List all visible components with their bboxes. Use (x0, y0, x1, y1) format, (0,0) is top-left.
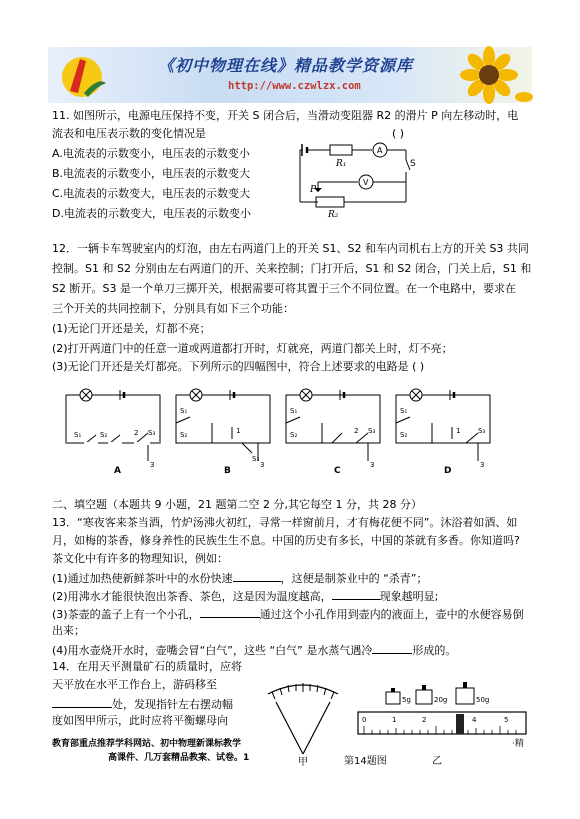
weight-5g-icon (386, 688, 411, 704)
q11-option-c: C.电流表的示数变大，电压表的示数变大 (52, 187, 251, 200)
footer-line1: 教育部重点推荐学科网站、初中物理新课标教学 (52, 739, 242, 749)
q13-line2: 月，如梅的茶香，修身养性的民族生生不息。中国的历史有多长，中国的茶就有多香。你知道吗? (52, 534, 520, 547)
q13-blank4[interactable] (372, 642, 412, 654)
svg-text:5g: 5g (402, 696, 411, 704)
q14-line4: 度如图甲所示，此时应将平衡螺母向 (52, 714, 228, 727)
figure-label-yi: 乙 (432, 756, 442, 767)
q12-circuit-b (172, 387, 282, 477)
q11-option-d: D.电流表的示数变大，电压表的示数变小 (52, 207, 251, 220)
svg-text:S₃: S₃ (252, 455, 260, 463)
figure-caption: 第14题图 (344, 756, 387, 767)
circuit-label-d: D (444, 466, 452, 476)
balance-pointer-scale (258, 672, 348, 768)
banner-title: 《初中物理在线》精品教学资源库 (158, 56, 414, 75)
svg-text:3: 3 (370, 461, 375, 469)
q13-blank3[interactable] (200, 606, 260, 618)
svg-text:S₁: S₁ (74, 431, 82, 439)
q13-line3: 茶文化中有许多的物理知识，例如： (52, 552, 228, 565)
svg-text:4: 4 (472, 716, 477, 724)
q13-item3: (3)茶壶的盖子上有一个小孔， 通过这个小孔作用到壶内的液面上，壶中的水便容易倒 (52, 608, 524, 621)
svg-text:3: 3 (150, 461, 155, 469)
svg-text:20g: 20g (434, 696, 448, 704)
label-r2: R₂ (328, 210, 339, 220)
q12-circuit-a (62, 387, 172, 477)
q12-func2: (2)打开两道门中的任意一道或两道都打开时，灯就亮，两道门都关上时，灯不亮； (52, 342, 453, 355)
figure-label-jia: 甲 (298, 757, 308, 768)
svg-text:2: 2 (134, 429, 139, 437)
weight-20g-icon (416, 685, 447, 704)
svg-text:1: 1 (456, 427, 461, 435)
q13-item4: (4)用水壶烧开水时，壶嘴会冒“白气”，这些 “白气” 是水蒸气遇冷 形成的。 (52, 644, 457, 657)
q12-line3: S2 断开。S3 是一个单刀三掷开关，根据需要可将其置于三个不同位置。在一个电路中，要求在 (52, 282, 516, 295)
q11-stem-line2: 流表和电压表示数的变化情况是 (52, 127, 206, 140)
q11-option-a: A.电流表的示数变小，电压表的示数变小 (52, 147, 250, 160)
q14-line2: 天平放在水平工作台上，游码移至 (52, 678, 217, 691)
q14-line3: 处，发现指针左右摆动幅 (52, 696, 233, 712)
q12-line4: 三个开关的共同控制下，分别具有如下三个功能： (52, 302, 294, 315)
footer-line2: 高课件、几万套精品教案、试卷。1 (108, 753, 250, 763)
svg-text:3: 3 (480, 461, 485, 469)
sunflower-icon (444, 47, 534, 103)
svg-text:S₂: S₂ (100, 431, 108, 439)
svg-text:S₂: S₂ (290, 431, 298, 439)
svg-text:S₁: S₁ (180, 407, 188, 415)
svg-text:S₃: S₃ (368, 427, 376, 435)
label-voltmeter: V (363, 178, 369, 187)
svg-text:2: 2 (422, 716, 427, 724)
svg-text:1: 1 (392, 716, 397, 724)
label-ammeter: A (377, 146, 383, 155)
svg-text:0: 0 (362, 716, 367, 724)
q11-circuit-diagram (288, 140, 418, 220)
q11-answer-bracket: ( ) (392, 127, 405, 140)
svg-text:S₃: S₃ (148, 429, 156, 437)
q14-blank1[interactable] (52, 696, 112, 708)
circuit-label-a: A (114, 466, 121, 476)
svg-text:S₃: S₃ (478, 427, 486, 435)
svg-text:1: 1 (236, 427, 241, 435)
q13-line1: 13．“寒夜客来茶当酒，竹炉汤沸火初红，寻常一样窗前月，才有梅花便不同”。沐浴着如酒、如 (52, 516, 518, 529)
svg-text:S₂: S₂ (400, 431, 408, 439)
circuit-label-b: B (224, 466, 231, 476)
q12-circuit-d (392, 387, 502, 477)
site-logo (50, 47, 120, 103)
q12-func3: (3)无论门开还是关灯都亮。下列所示的四幅图中，符合上述要求的电路是 ( ) (52, 360, 425, 373)
svg-text:S₁: S₁ (290, 407, 298, 415)
ruler (358, 712, 526, 734)
svg-text:2: 2 (354, 427, 359, 435)
label-switch-s: S (410, 159, 416, 169)
section-heading: 二、填空题（本题共 9 小题，21 题第二空 2 分,其它每空 1 分，共 28 分） (52, 498, 422, 511)
weight-50g-icon (456, 682, 489, 704)
q14-line1: 14．在用天平测量矿石的质量时，应将 (52, 660, 242, 673)
rider-icon (456, 714, 464, 734)
svg-text:S₁: S₁ (400, 407, 408, 415)
q12-line2: 控制。S1 和 S2 分别由左右两道门的开、关来控制；门打开后，S1 和 S2 闭合，门关上后，S1 和 (52, 262, 532, 275)
label-slider-p: P (310, 185, 317, 195)
footer-right: ·精 (512, 739, 524, 749)
q13-blank2[interactable] (332, 588, 380, 600)
svg-text:50g: 50g (476, 696, 490, 704)
q12-func1: (1)无论门开还是关，灯都不亮； (52, 322, 211, 335)
header-banner (48, 47, 532, 103)
weights-and-ruler (344, 672, 532, 768)
q12-line1: 12．一辆卡车驾驶室内的灯泡，由左右两道门上的开关 S1、S2 和车内司机右上方的开关 S3 共同 (52, 242, 529, 255)
circuit-label-c: C (334, 466, 341, 476)
q11-stem-line1: 11. 如图所示，电源电压保持不变，开关 S 闭合后，当滑动变阻器 R2 的滑片 P 向左移动时，电 (52, 109, 519, 122)
svg-text:5: 5 (504, 716, 509, 724)
q13-item3-cont: 出来； (52, 624, 85, 637)
q13-item2: (2)用沸水才能很快泡出茶香、茶色，这是因为温度越高， 现象越明显; (52, 590, 439, 603)
svg-text:3: 3 (260, 461, 265, 469)
q11-option-b: B.电流表的示数变小，电压表的示数变大 (52, 167, 251, 180)
banner-url[interactable]: http://www.czwlzx.com (228, 80, 361, 92)
q13-blank1[interactable] (233, 570, 281, 582)
svg-text:S₂: S₂ (180, 431, 188, 439)
q13-item1: (1)通过加热使新鲜茶叶中的水份快速 ，这便是制茶业中的 “杀青”； (52, 572, 428, 585)
q12-circuit-c (282, 387, 392, 477)
label-r1: R₁ (336, 159, 347, 169)
